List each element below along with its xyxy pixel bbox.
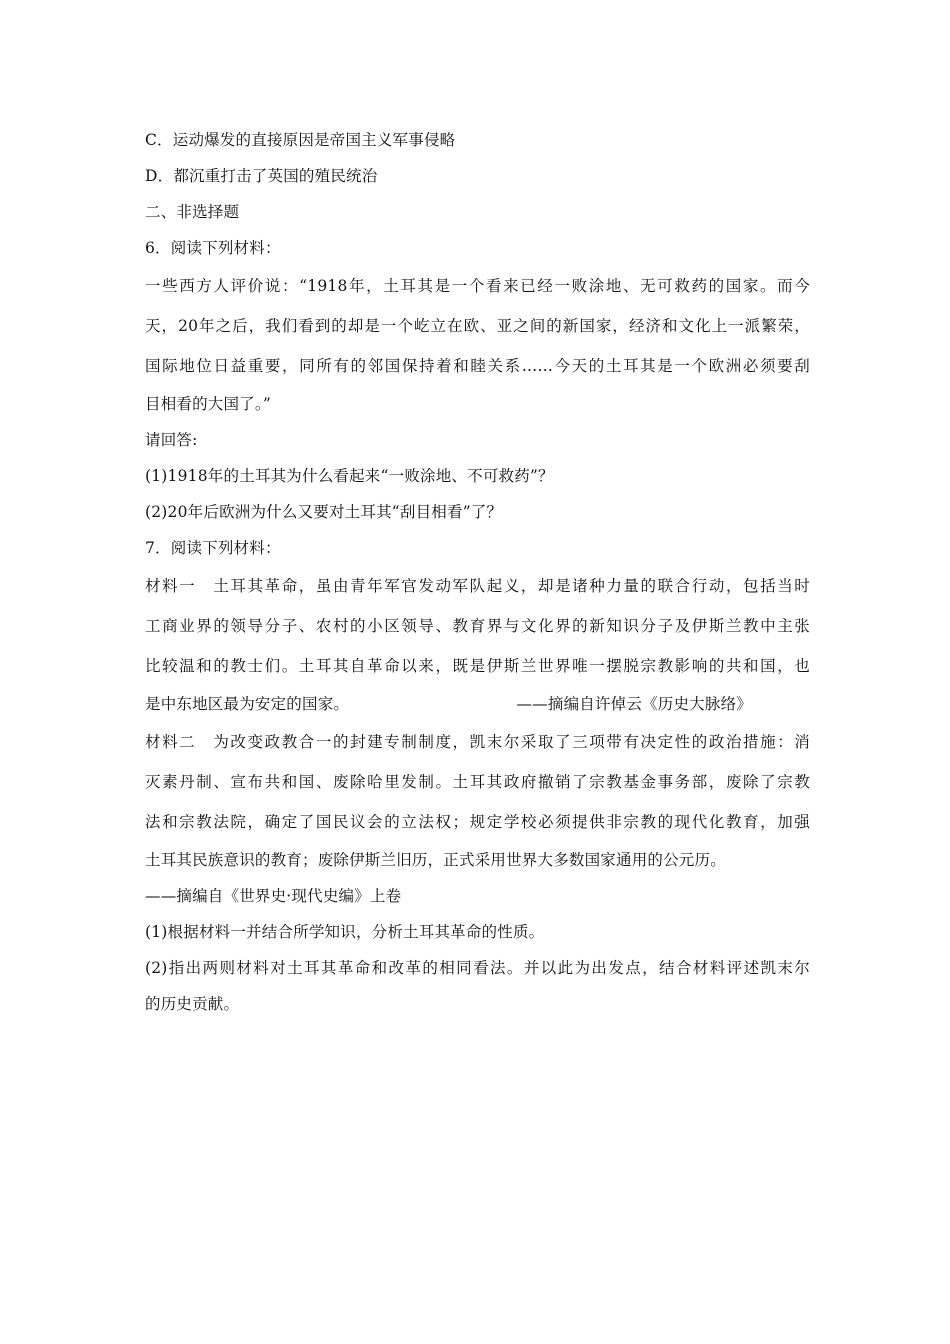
material-line: 工商业界的领导分子、农村的小区领导、教育界与文化界的新知识分子及伊斯兰教中主张 — [145, 617, 810, 635]
question-6-prompt: 请回答: — [145, 431, 198, 449]
option-c: C．运动爆发的直接原因是帝国主义军事侵略 — [145, 131, 456, 149]
material-line: 材料一 土耳其革命，虽由青年军官发动军队起义，却是诸种力量的联合行动，包括当时 — [145, 577, 810, 595]
question-7-sub2 — [145, 950, 810, 1022]
question-6-stem: 6．阅读下列材料： — [145, 239, 281, 257]
material-2-source: ——摘编自《世界史·现代史编》上卷 — [145, 887, 402, 905]
material-line: 材料二 为改变政教合一的封建专制制度，凯末尔采取了三项带有决定性的政治措施：消 — [145, 733, 810, 751]
passage-line: 天，20年之后，我们看到的却是一个屹立在欧、亚之间的新国家，经济和文化上一派繁荣， — [145, 317, 810, 335]
material-line: 比较温和的教士们。土耳其自革命以来，既是伊斯兰世界唯一摆脱宗教影响的共和国，也 — [145, 657, 810, 675]
passage-line: 一些西方人评价说：“1918年，土耳其是一个看来已经一败涂地、无可救药的国家。而今 — [145, 277, 810, 295]
passage-line: 国际地位日益重要，同所有的邻国保持着和睦关系……今天的土耳其是一个欧洲必须要刮 — [145, 357, 810, 375]
material-1-last-row — [145, 686, 810, 722]
question-6-sub1: (1)1918年的土耳其为什么看起来“一败涂地、不可救药”？ — [145, 467, 554, 485]
material-line: 是中东地区最为安定的国家。 — [145, 695, 350, 713]
material-line: 土耳其民族意识的教育；废除伊斯兰旧历，正式采用世界大多数国家通用的公元历。 — [145, 851, 726, 869]
sub-question-line: 的历史贡献。 — [145, 995, 240, 1013]
document-body — [145, 122, 810, 1022]
material-1-source: ——摘编自许倬云《历史大脉络》 — [516, 695, 752, 713]
question-6-passage — [145, 266, 810, 422]
question-6-sub2: (2)20年后欧洲为什么又要对土耳其“刮目相看”了？ — [145, 503, 503, 521]
section-title: 二、非选择题 — [145, 203, 240, 221]
sub-question-line: (2)指出两则材料对土耳其革命和改革的相同看法。并以此为出发点，结合材料评述凯末尔 — [145, 959, 810, 977]
material-line: 法和宗教法院，确定了国民议会的立法权；规定学校必须提供非宗教的现代化教育，加强 — [145, 813, 810, 831]
question-7-sub1: (1)根据材料一并结合所学知识，分析土耳其革命的性质。 — [145, 923, 545, 941]
material-line: 灭素丹制、宣布共和国、废除哈里发制。土耳其政府撤销了宗教基金事务部，废除了宗教 — [145, 773, 810, 791]
passage-line: 目相看的大国了。” — [145, 395, 271, 413]
material-2 — [145, 722, 810, 914]
material-1 — [145, 566, 810, 722]
option-d: D．都沉重打击了英国的殖民统治 — [145, 167, 378, 185]
question-7-stem: 7．阅读下列材料： — [145, 539, 281, 557]
